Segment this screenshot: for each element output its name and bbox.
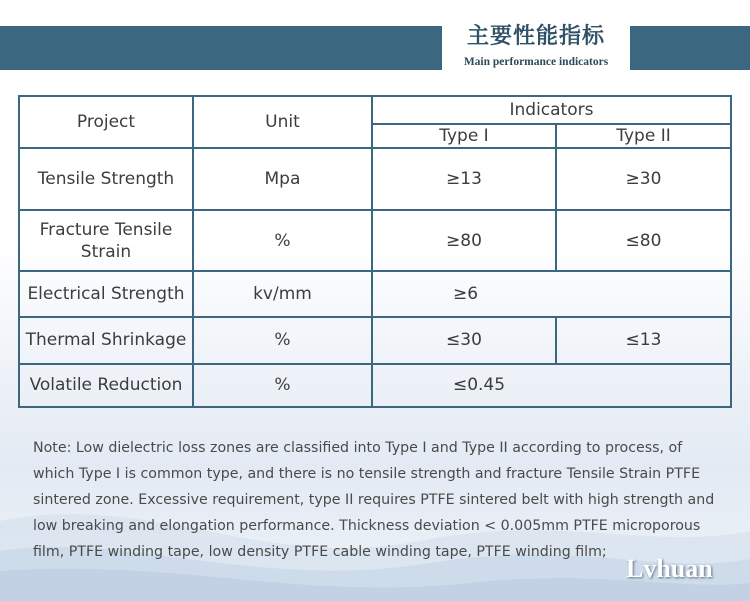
cell-type2: ≥30 <box>556 148 731 210</box>
header-indicators: Indicators <box>372 96 731 124</box>
header-type1: Type I <box>372 124 556 149</box>
cell-type1: ≤30 <box>372 317 556 364</box>
page-title-cn: 主要性能指标 <box>466 24 605 49</box>
header-band <box>0 26 750 70</box>
note-text: Note: Low dielectric loss zones are classified into Type I and Type II according to process, of which Type I is common type, and there is no tensile strength and fracture Tensile Strain PTFE sintered zone. Excessive requirement, type II requires PTFE sintered belt with high strength and low breaking and elongation performance. Thickness deviation < 0.005mm PTFE microporous film, PTFE winding tape, low density PTFE cable winding tape, PTFE winding film; <box>33 440 715 560</box>
cell-project: Electrical Strength <box>19 271 193 316</box>
cell-unit: % <box>193 364 372 407</box>
cell-unit: % <box>193 210 372 272</box>
header-type2: Type II <box>556 124 731 149</box>
performance-table <box>18 95 732 408</box>
cell-type1: ≥80 <box>372 210 556 272</box>
cell-type2: ≤13 <box>556 317 731 364</box>
cell-project: Tensile Strength <box>19 148 193 210</box>
page-title-en: Main performance indicators <box>463 56 609 68</box>
cell-project: Thermal Shrinkage <box>19 317 193 364</box>
cell-unit: Mpa <box>193 148 372 210</box>
cell-type2: ≤80 <box>556 210 731 272</box>
cell-project: Volatile Reduction <box>19 364 193 407</box>
cell-unit: kv/mm <box>193 271 372 316</box>
table-row <box>19 317 731 364</box>
header-project: Project <box>19 96 193 148</box>
table-row <box>19 364 731 407</box>
header-unit: Unit <box>193 96 372 148</box>
cell-unit: % <box>193 317 372 364</box>
table-row <box>19 271 731 316</box>
brand-logo: Lvhuan <box>626 554 713 583</box>
cell-value: ≤0.45 <box>372 364 731 407</box>
table-row <box>19 210 731 272</box>
cell-type1: ≥13 <box>372 148 556 210</box>
table-header-row <box>19 96 731 124</box>
cell-value: ≥6 <box>372 271 731 316</box>
table-row <box>19 148 731 210</box>
cell-project: Fracture Tensile Strain <box>19 210 193 272</box>
